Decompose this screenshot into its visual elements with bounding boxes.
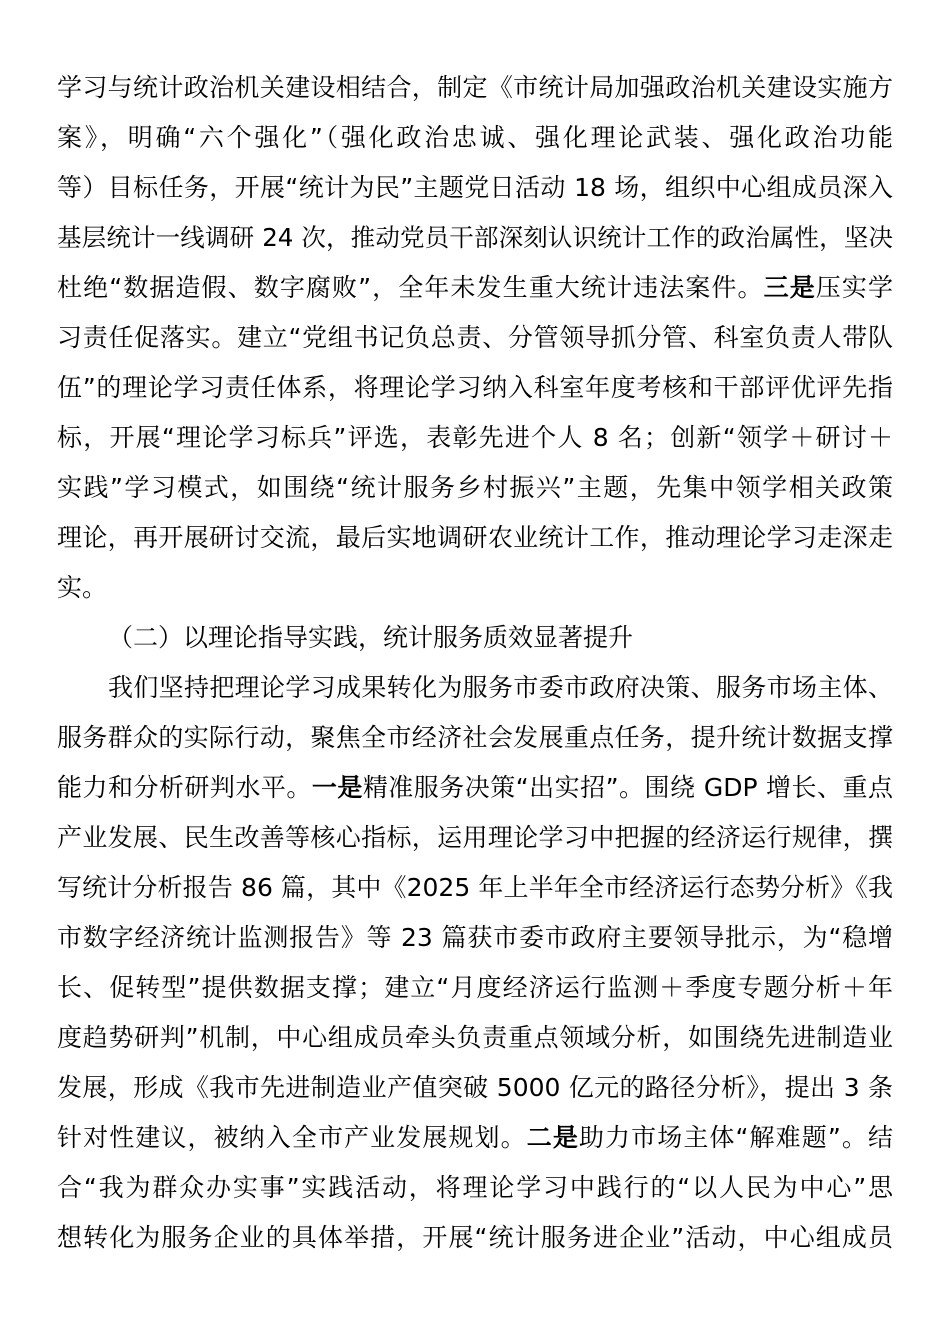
text-line: 习责任促落实。建立“党组书记负总责、分管领导抓分管、科室负责人带队: [57, 323, 893, 352]
text-line: 案》，明确“六个强化”（强化政治忠诚、强化理论武装、强化政治功能: [57, 123, 893, 152]
bold-marker: 一是: [311, 773, 363, 802]
text-line: 基层统计一线调研 24 次，推动党员干部深刻认识统计工作的政治属性，坚决: [57, 223, 893, 252]
section-heading: （二）以理论指导实践，统计服务质效显著提升: [108, 623, 634, 652]
text-line: 能力和分析研判水平。一是精准服务决策“出实招”。围绕 GDP 增长、重点: [57, 773, 893, 802]
text-line: 伍”的理论学习责任体系，将理论学习纳入科室年度考核和干部评优评先指: [57, 373, 893, 402]
text-line: 我们坚持把理论学习成果转化为服务市委市政府决策、服务市场主体、: [108, 673, 893, 702]
text-line: 市数字经济统计监测报告》等 23 篇获市委市政府主要领导批示，为“稳增: [57, 923, 893, 952]
text-line: 理论，再开展研讨交流，最后实地调研农业统计工作，推动理论学习走深走: [57, 523, 893, 552]
text-line: 杜绝“数据造假、数字腐败”，全年未发生重大统计违法案件。三是压实学: [57, 273, 893, 302]
text-line: 产业发展、民生改善等核心指标，运用理论学习中把握的经济运行规律，撰: [57, 823, 893, 852]
text-line: 等）目标任务，开展“统计为民”主题党日活动 18 场，组织中心组成员深入: [57, 173, 893, 202]
text-line: 合“我为群众办实事”实践活动，将理论学习中践行的“以人民为中心”思: [57, 1173, 893, 1202]
text-line: 想转化为服务企业的具体举措，开展“统计服务进企业”活动，中心组成员: [57, 1223, 893, 1252]
text-line: 实践”学习模式，如围绕“统计服务乡村振兴”主题，先集中领学相关政策: [57, 473, 893, 502]
text-line: 长、促转型”提供数据支撑；建立“月度经济运行监测＋季度专题分析＋年: [57, 973, 893, 1002]
bold-marker: 二是: [526, 1123, 579, 1152]
text-line: 实。: [57, 573, 108, 602]
text-line: 度趋势研判”机制，中心组成员牵头负责重点领域分析，如围绕先进制造业: [57, 1023, 893, 1052]
text-line: 服务群众的实际行动，聚焦全市经济社会发展重点任务，提升统计数据支撑: [57, 723, 893, 752]
text-line: 学习与统计政治机关建设相结合，制定《市统计局加强政治机关建设实施方: [57, 73, 893, 102]
text-line: 发展，形成《我市先进制造业产值突破 5000 亿元的路径分析》，提出 3 条: [57, 1073, 893, 1102]
text-line: 标，开展“理论学习标兵”评选，表彰先进个人 8 名；创新“领学＋研讨＋: [57, 423, 893, 452]
text-line: 针对性建议，被纳入全市产业发展规划。二是助力市场主体“解难题”。结: [57, 1123, 893, 1152]
bold-marker: 三是: [763, 273, 816, 302]
text-line: 写统计分析报告 86 篇，其中《2025 年上半年全市经济运行态势分析》《我: [57, 873, 893, 902]
